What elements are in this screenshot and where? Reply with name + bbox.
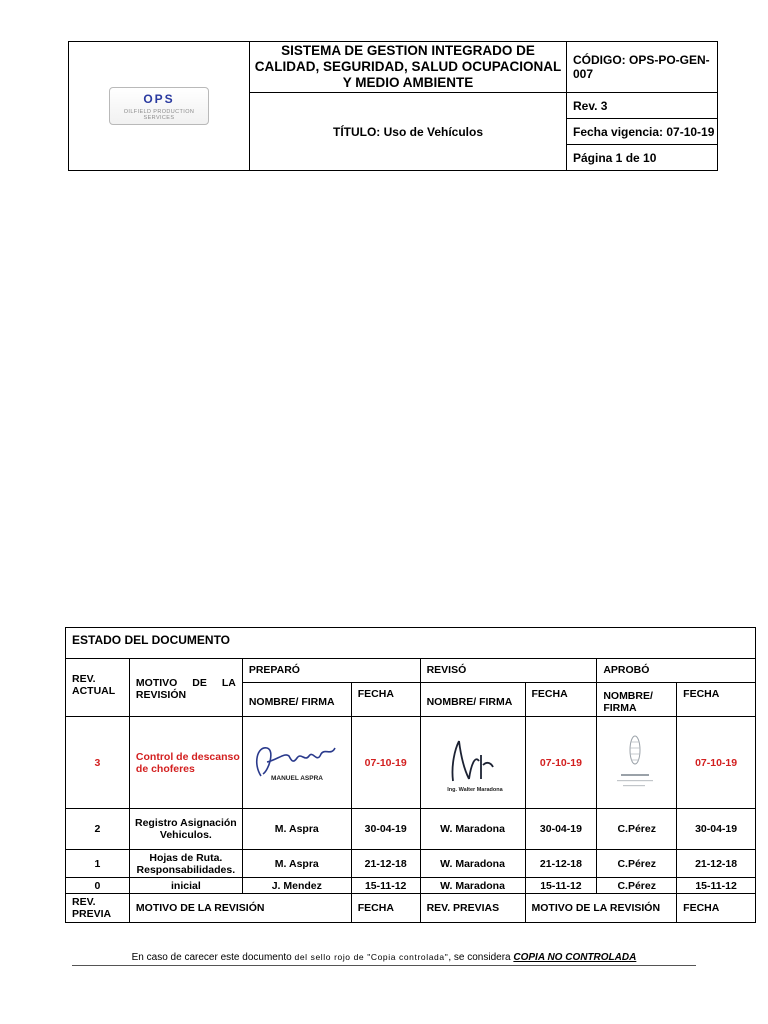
- company-logo: [109, 87, 209, 125]
- row-rev: 2: [66, 809, 130, 850]
- effective-date: Fecha vigencia: 07-10-19: [567, 119, 718, 145]
- row-apr: C.Pérez: [597, 878, 677, 894]
- current-prep-date: 07-10-19: [351, 717, 420, 809]
- header-rev-nombre: NOMBRE/ FIRMA: [420, 683, 525, 717]
- page-number: Página 1 de 10: [567, 145, 718, 171]
- header-motivo-word1: MOTIVO: [135, 677, 178, 689]
- footer-motivo2: MOTIVO DE LA REVISIÓN: [525, 894, 677, 923]
- system-title: SISTEMA DE GESTION INTEGRADO DE CALIDAD, SEGURIDAD, SALUD OCUPACIONAL Y MEDIO AMBIENTE: [250, 42, 567, 93]
- footer-rev-previa: REV. PREVIA: [66, 894, 130, 923]
- row-prep: M. Aspra: [242, 850, 351, 878]
- row-rev-date: 21-12-18: [525, 850, 597, 878]
- row-rev-by: W. Maradona: [420, 878, 525, 894]
- header-apr-nombre: NOMBRE/ FIRMA: [597, 683, 677, 717]
- table-footer-row: [66, 894, 756, 923]
- row-apr-date: 21-12-18: [677, 850, 756, 878]
- row-rev-by: W. Maradona: [420, 850, 525, 878]
- signature-aprobo-cell: [597, 717, 677, 809]
- footer-text-1: En caso de carecer este documento: [131, 952, 295, 963]
- current-rev-date: 07-10-19: [525, 717, 597, 809]
- row-rev-date: 30-04-19: [525, 809, 597, 850]
- header-motivo-word3: LA: [221, 677, 236, 689]
- footer-fecha2: FECHA: [677, 894, 756, 923]
- signature-preparo: [247, 734, 347, 792]
- footer-fecha: FECHA: [351, 894, 420, 923]
- table-row: [66, 850, 756, 878]
- footer-text-2: del sello rojo de "Copia controlada": [294, 952, 449, 962]
- current-motivo: Control de descanso de choferes: [129, 717, 242, 809]
- row-motivo: Hojas de Ruta. Responsabilidades.: [129, 850, 242, 878]
- row-rev: 1: [66, 850, 130, 878]
- row-prep: M. Aspra: [242, 809, 351, 850]
- footer-motivo: MOTIVO DE LA REVISIÓN: [129, 894, 351, 923]
- footer-text-4: COPIA NO CONTROLADA: [513, 952, 637, 963]
- header-rev-actual: REV. ACTUAL: [66, 659, 130, 717]
- header-rev-fecha: FECHA: [525, 683, 597, 717]
- current-apr-date: 07-10-19: [677, 717, 756, 809]
- document-status-table: [65, 627, 756, 923]
- controlled-copy-note: [72, 952, 696, 966]
- row-prep-date: 21-12-18: [351, 850, 420, 878]
- signature-preparo-cell: [242, 717, 351, 809]
- signature-preparo-caption: MANUEL ASPRA: [270, 774, 323, 782]
- signature-reviso: [425, 731, 521, 795]
- header-prep-nombre: NOMBRE/ FIRMA: [242, 683, 351, 717]
- signature-reviso-cell: [420, 717, 525, 809]
- row-apr: C.Pérez: [597, 850, 677, 878]
- footer-rev-previas: REV. PREVIAS: [420, 894, 525, 923]
- row-prep-date: 30-04-19: [351, 809, 420, 850]
- row-prep-date: 15-11-12: [351, 878, 420, 894]
- header-aprobo: APROBÓ: [597, 659, 756, 683]
- table-row-current: [66, 717, 756, 809]
- row-rev-date: 15-11-12: [525, 878, 597, 894]
- table-row: [66, 878, 756, 894]
- row-rev-by: W. Maradona: [420, 809, 525, 850]
- document-title: TÍTULO: Uso de Vehículos: [250, 93, 567, 171]
- header-prep-fecha: FECHA: [351, 683, 420, 717]
- document-code: CÓDIGO: OPS-PO-GEN-007: [567, 42, 718, 93]
- logo-cell: [69, 42, 250, 171]
- row-apr: C.Pérez: [597, 809, 677, 850]
- header-motivo-word2: DE: [192, 677, 207, 689]
- header-motivo: [129, 659, 242, 717]
- row-apr-date: 15-11-12: [677, 878, 756, 894]
- status-title: ESTADO DEL DOCUMENTO: [66, 628, 756, 659]
- signature-reviso-caption: Ing. Walter Maradona: [446, 786, 503, 793]
- footer-text-3: , se considera: [448, 952, 514, 963]
- header-reviso: REVISÓ: [420, 659, 597, 683]
- header-preparo: PREPARÓ: [242, 659, 420, 683]
- row-motivo: Registro Asignación Vehiculos.: [129, 809, 242, 850]
- logo-mark: OPS: [143, 92, 175, 106]
- signature-aprobo: [607, 728, 667, 798]
- current-rev: 3: [66, 717, 130, 809]
- revision-number: Rev. 3: [567, 93, 718, 119]
- row-rev: 0: [66, 878, 130, 894]
- document-header: [68, 41, 718, 171]
- row-prep: J. Mendez: [242, 878, 351, 894]
- row-motivo: inicial: [129, 878, 242, 894]
- row-apr-date: 30-04-19: [677, 809, 756, 850]
- table-row: [66, 809, 756, 850]
- logo-subtitle: OILFIELD PRODUCTION SERVICES: [123, 109, 195, 121]
- header-motivo-word4: REVISIÓN: [135, 689, 187, 701]
- header-apr-fecha: FECHA: [677, 683, 756, 717]
